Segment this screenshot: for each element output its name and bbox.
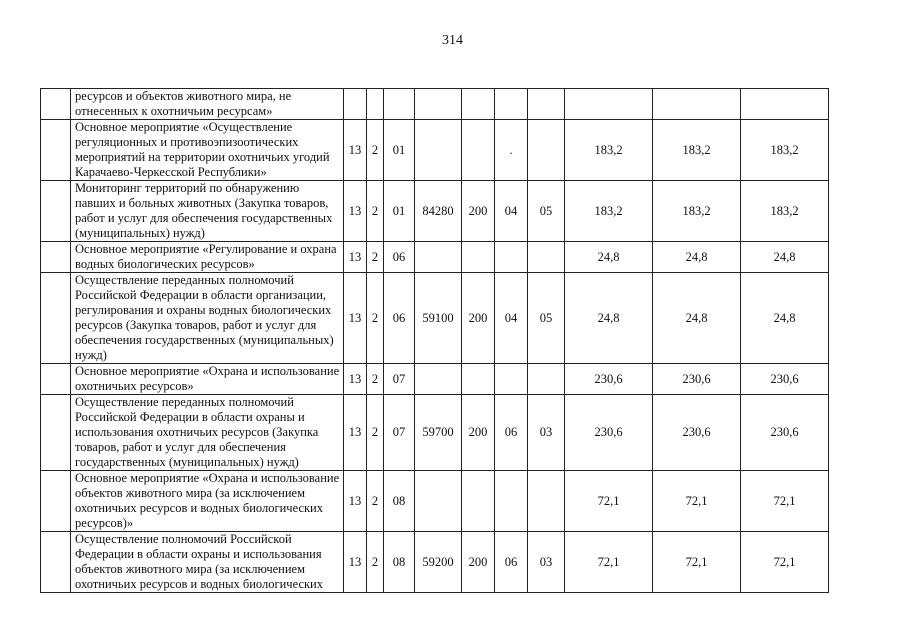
amount-cell: 72,1	[741, 532, 829, 593]
description-cell: Основное мероприятие «Охрана и использование объектов животного мира (за исключением охотничьих ресурсов и водных биологических ресурсов)»	[71, 471, 344, 532]
code-cell	[384, 89, 415, 120]
subsection-cell	[528, 242, 565, 273]
section-cell	[495, 471, 528, 532]
code-cell: 13	[344, 273, 367, 364]
amount-cell: 183,2	[741, 120, 829, 181]
amount-cell: 230,6	[653, 395, 741, 471]
amount-cell: 230,6	[741, 364, 829, 395]
expense-type-cell	[462, 120, 495, 181]
code-cell: 13	[344, 120, 367, 181]
section-cell: 04	[495, 181, 528, 242]
subsection-cell: 03	[528, 395, 565, 471]
row-number-cell	[41, 273, 71, 364]
amount-cell: 230,6	[653, 364, 741, 395]
code-cell: 08	[384, 532, 415, 593]
target-code-cell	[415, 364, 462, 395]
section-cell: 06	[495, 532, 528, 593]
page-number: 314	[442, 33, 463, 48]
row-number-cell	[41, 242, 71, 273]
amount-cell: 72,1	[653, 532, 741, 593]
amount-cell: 183,2	[565, 120, 653, 181]
row-number-cell	[41, 471, 71, 532]
table-row	[41, 120, 829, 181]
expense-type-cell: 200	[462, 273, 495, 364]
table-body	[41, 89, 829, 593]
subsection-cell	[528, 471, 565, 532]
amount-cell: 24,8	[565, 242, 653, 273]
table-row	[41, 395, 829, 471]
expense-type-cell	[462, 242, 495, 273]
budget-table	[40, 88, 829, 593]
section-cell: .	[495, 120, 528, 181]
target-code-cell	[415, 242, 462, 273]
target-code-cell: 59100	[415, 273, 462, 364]
amount-cell: 72,1	[653, 471, 741, 532]
amount-cell: 230,6	[565, 395, 653, 471]
amount-cell: 183,2	[653, 120, 741, 181]
description-cell: Основное мероприятие «Охрана и использование охотничьих ресурсов»	[71, 364, 344, 395]
amount-cell: 183,2	[741, 181, 829, 242]
row-number-cell	[41, 181, 71, 242]
description-cell: Основное мероприятие «Регулирование и охрана водных биологических ресурсов»	[71, 242, 344, 273]
code-cell: 2	[367, 120, 384, 181]
target-code-cell: 59200	[415, 532, 462, 593]
code-cell: 06	[384, 273, 415, 364]
description-cell: ресурсов и объектов животного мира, не отнесенных к охотничьим ресурсам»	[71, 89, 344, 120]
amount-cell: 183,2	[565, 181, 653, 242]
amount-cell: 183,2	[653, 181, 741, 242]
subsection-cell	[528, 364, 565, 395]
table-row	[41, 532, 829, 593]
description-cell: Осуществление переданных полномочий Российской Федерации в области охраны и использования охотничьих ресурсов (Закупка товаров, работ и услуг для обеспечения государственных (муниципальных) нужд)	[71, 395, 344, 471]
expense-type-cell: 200	[462, 181, 495, 242]
row-number-cell	[41, 364, 71, 395]
table-row	[41, 242, 829, 273]
row-number-cell	[41, 120, 71, 181]
code-cell: 13	[344, 471, 367, 532]
target-code-cell	[415, 89, 462, 120]
code-cell: 2	[367, 273, 384, 364]
code-cell	[344, 89, 367, 120]
amount-cell	[653, 89, 741, 120]
target-code-cell: 84280	[415, 181, 462, 242]
amount-cell: 24,8	[653, 242, 741, 273]
amount-cell: 72,1	[565, 471, 653, 532]
section-cell	[495, 364, 528, 395]
description-cell: Осуществление полномочий Российской Федерации в области охраны и использования объектов животного мира (за исключением охотничьих ресурсов и водных биологических	[71, 532, 344, 593]
table-row	[41, 181, 829, 242]
amount-cell: 230,6	[741, 395, 829, 471]
amount-cell: 24,8	[741, 242, 829, 273]
table-row	[41, 273, 829, 364]
code-cell: 13	[344, 364, 367, 395]
table-row	[41, 471, 829, 532]
section-cell	[495, 242, 528, 273]
code-cell: 07	[384, 364, 415, 395]
amount-cell: 24,8	[741, 273, 829, 364]
code-cell: 13	[344, 181, 367, 242]
description-cell: Осуществление переданных полномочий Российской Федерации в области организации, регулирования и охраны водных биологических ресурсов (Закупка товаров, работ и услуг для обеспечения государственных (муниципальных) нужд)	[71, 273, 344, 364]
expense-type-cell	[462, 364, 495, 395]
code-cell: 2	[367, 395, 384, 471]
amount-cell	[565, 89, 653, 120]
code-cell: 01	[384, 120, 415, 181]
amount-cell	[741, 89, 829, 120]
code-cell: 2	[367, 181, 384, 242]
code-cell: 07	[384, 395, 415, 471]
table-row	[41, 89, 829, 120]
target-code-cell	[415, 120, 462, 181]
code-cell: 01	[384, 181, 415, 242]
row-number-cell	[41, 89, 71, 120]
expense-type-cell	[462, 89, 495, 120]
target-code-cell	[415, 471, 462, 532]
section-cell: 04	[495, 273, 528, 364]
expense-type-cell: 200	[462, 532, 495, 593]
subsection-cell: 05	[528, 273, 565, 364]
amount-cell: 24,8	[653, 273, 741, 364]
section-cell: 06	[495, 395, 528, 471]
code-cell: 13	[344, 532, 367, 593]
subsection-cell	[528, 89, 565, 120]
code-cell: 2	[367, 471, 384, 532]
amount-cell: 24,8	[565, 273, 653, 364]
row-number-cell	[41, 395, 71, 471]
code-cell: 08	[384, 471, 415, 532]
amount-cell: 230,6	[565, 364, 653, 395]
table-row	[41, 364, 829, 395]
description-cell: Основное мероприятие «Осуществление регуляционных и противоэпизоотических мероприятий на территории охотничьих угодий Карачаево-Черкесской Республики»	[71, 120, 344, 181]
row-number-cell	[41, 532, 71, 593]
subsection-cell: 05	[528, 181, 565, 242]
code-cell: 2	[367, 364, 384, 395]
expense-type-cell	[462, 471, 495, 532]
section-cell	[495, 89, 528, 120]
expense-type-cell: 200	[462, 395, 495, 471]
amount-cell: 72,1	[565, 532, 653, 593]
code-cell: 13	[344, 395, 367, 471]
amount-cell: 72,1	[741, 471, 829, 532]
code-cell: 2	[367, 242, 384, 273]
subsection-cell	[528, 120, 565, 181]
target-code-cell: 59700	[415, 395, 462, 471]
subsection-cell: 03	[528, 532, 565, 593]
description-cell: Мониторинг территорий по обнаружению павших и больных животных (Закупка товаров, работ и услуг для обеспечения государственных (муниципальных) нужд)	[71, 181, 344, 242]
code-cell	[367, 89, 384, 120]
code-cell: 06	[384, 242, 415, 273]
code-cell: 13	[344, 242, 367, 273]
code-cell: 2	[367, 532, 384, 593]
